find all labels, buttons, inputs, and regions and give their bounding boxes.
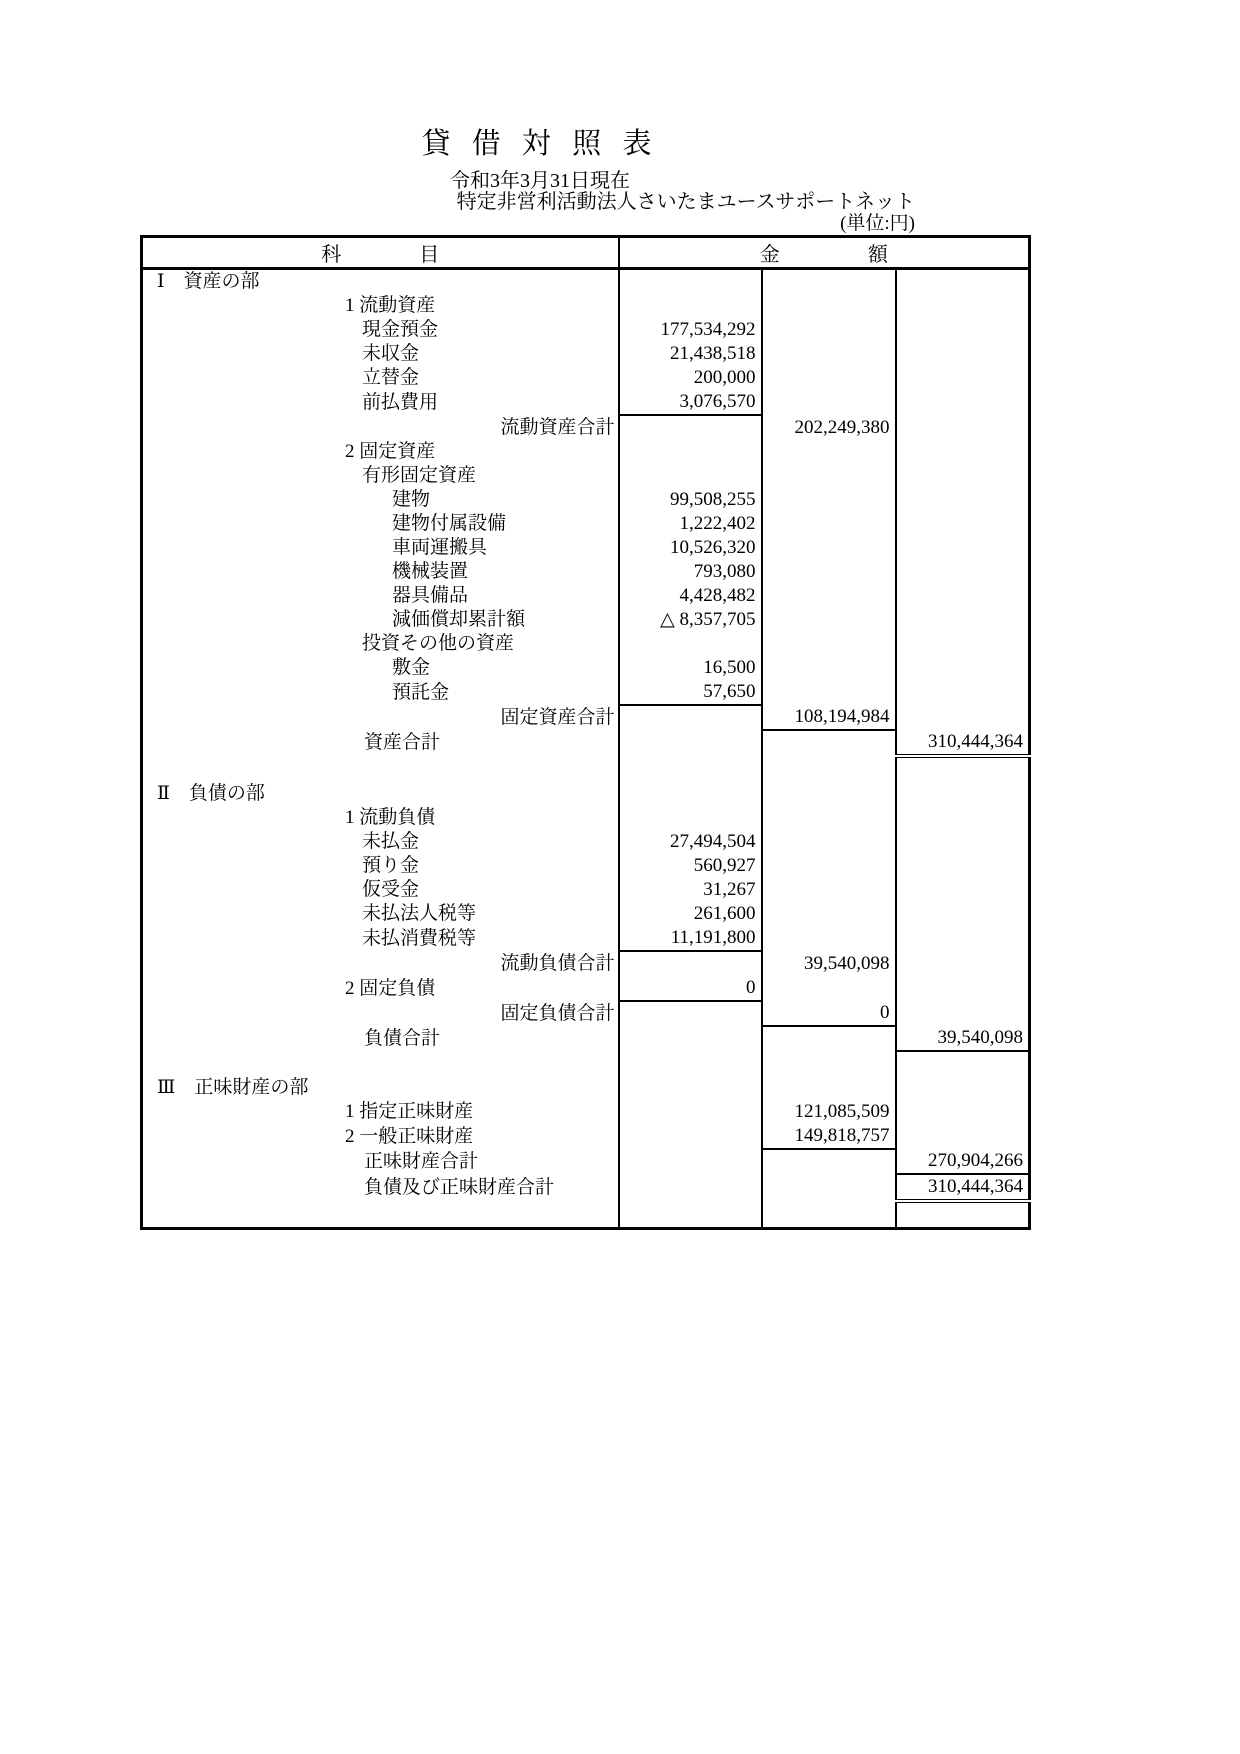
amount-column-3-cell: [896, 656, 1030, 680]
amount-column-3-cell: [896, 536, 1030, 560]
table-row: [142, 1001, 1030, 1026]
account-label-cell: 投資その他の資産: [362, 633, 515, 654]
amount-column-2-cell: [762, 560, 896, 584]
amount-column-1-cell: 1,222,402: [619, 512, 762, 536]
amount-column-3-cell: [896, 366, 1030, 390]
account-label-cell: 建物: [392, 489, 431, 510]
table-row: [142, 830, 1030, 854]
table-row: [142, 440, 1030, 464]
account-label-cell: 流動負債合計: [500, 952, 615, 974]
amount-column-1-cell: [619, 1201, 762, 1229]
amount-column-2-cell: [762, 366, 896, 390]
table-header-row: [142, 237, 1030, 269]
account-label-cell: 預り金: [362, 855, 420, 876]
amount-column-1-cell: [619, 705, 762, 730]
account-label-cell: 1 流動資産: [345, 295, 436, 316]
amount-column-2-cell: 121,085,509: [762, 1100, 896, 1124]
account-label-cell: Ⅱ 負債の部: [157, 783, 265, 804]
amount-column-2-cell: [762, 269, 896, 295]
account-label-cell: 2 固定負債: [345, 977, 436, 999]
amount-column-3-cell: [896, 440, 1030, 464]
table-row: [142, 632, 1030, 656]
amount-column-1-cell: [619, 1174, 762, 1201]
amount-column-2-cell: [762, 1149, 896, 1174]
organization-name: 特定非営利活動法人さいたまユースサポートネット: [456, 191, 915, 213]
currency-unit: (単位:円): [840, 213, 915, 234]
account-label-cell: Ⅰ 資産の部: [157, 271, 260, 292]
table-row: [142, 584, 1030, 608]
account-label-cell: [142, 1201, 619, 1229]
account-label-cell: 未払消費税等: [362, 927, 477, 949]
account-label-cell: 2 固定資産: [345, 441, 436, 462]
amount-column-3-cell: [896, 342, 1030, 366]
amount-column-1-cell: [619, 415, 762, 440]
account-label-cell: 固定資産合計: [500, 706, 615, 728]
amount-column-3-cell: [896, 269, 1030, 295]
amount-column-3-cell: [896, 1100, 1030, 1124]
table-row-blank: [142, 756, 1030, 782]
amount-column-2-cell: [762, 632, 896, 656]
amount-column-1-cell: [619, 440, 762, 464]
table-row: [142, 390, 1030, 415]
amount-column-1-cell: 0: [619, 976, 762, 1001]
amount-column-2-cell: [762, 878, 896, 902]
account-label-cell: 機械装置: [392, 561, 469, 582]
amount-column-2-cell: [762, 782, 896, 806]
amount-column-3-cell: [896, 1001, 1030, 1026]
amount-column-3-cell: [896, 464, 1030, 488]
account-label-cell: 1 流動負債: [345, 807, 436, 828]
column-header-subject-text: [143, 238, 618, 267]
amount-column-2-cell: 202,249,380: [762, 415, 896, 440]
amount-column-2-cell: 108,194,984: [762, 705, 896, 730]
subject-header-char-2: 目: [419, 244, 440, 266]
amount-column-3-cell: [896, 951, 1030, 976]
account-label-cell: 1 指定正味財産: [345, 1101, 474, 1122]
amount-column-1-cell: 27,494,504: [619, 830, 762, 854]
amount-column-1-cell: 57,650: [619, 680, 762, 705]
amount-column-3-cell: 270,904,266: [896, 1149, 1030, 1174]
amount-column-3-cell: [896, 560, 1030, 584]
amount-column-2-cell: 0: [762, 1001, 896, 1026]
amount-column-2-cell: [762, 488, 896, 512]
table-body: [142, 269, 1030, 1229]
amount-header-char-2: 額: [867, 244, 888, 266]
amount-column-3-cell: [896, 926, 1030, 951]
amount-column-1-cell: [619, 1001, 762, 1026]
column-header-subject: [142, 237, 619, 269]
table-row: [142, 512, 1030, 536]
amount-column-3-cell: [896, 976, 1030, 1001]
amount-column-3-cell: [896, 1076, 1030, 1100]
amount-column-3-cell: [896, 415, 1030, 440]
table-row: [142, 536, 1030, 560]
report-date: 令和3年3月31日現在: [450, 170, 630, 192]
table-row: [142, 730, 1030, 756]
amount-column-3-cell: [896, 512, 1030, 536]
account-label-cell: 前払費用: [362, 391, 439, 413]
amount-column-1-cell: [619, 1051, 762, 1076]
account-label-cell: 建物付属設備: [392, 513, 507, 534]
amount-column-3-cell: [896, 782, 1030, 806]
amount-column-2-cell: [762, 584, 896, 608]
account-label-cell: 減価償却累計額: [392, 609, 526, 630]
document-title: 貸 借 対 照 表: [421, 128, 659, 160]
amount-column-2-cell: [762, 730, 896, 756]
account-label-cell: 立替金: [362, 367, 420, 388]
amount-column-3-cell: [896, 756, 1030, 782]
amount-column-3-cell: [896, 1051, 1030, 1076]
amount-column-3-cell: 310,444,364: [896, 1174, 1030, 1201]
table-row: [142, 1026, 1030, 1051]
amount-column-3-cell: [896, 584, 1030, 608]
amount-column-1-cell: 177,534,292: [619, 318, 762, 342]
amount-column-3-cell: 310,444,364: [896, 730, 1030, 756]
account-label-cell: 有形固定資産: [362, 465, 477, 486]
amount-column-1-cell: △ 8,357,705: [619, 608, 762, 632]
table-row: [142, 366, 1030, 390]
account-label-cell: 正味財産合計: [364, 1150, 479, 1172]
amount-column-2-cell: [762, 342, 896, 366]
amount-column-2-cell: 39,540,098: [762, 951, 896, 976]
amount-column-2-cell: 149,818,757: [762, 1124, 896, 1149]
table-row: [142, 608, 1030, 632]
table-row: [142, 269, 1030, 295]
amount-column-2-cell: [762, 756, 896, 782]
amount-column-2-cell: [762, 902, 896, 926]
amount-column-2-cell: [762, 976, 896, 1001]
account-label-cell: 固定負債合計: [500, 1002, 615, 1024]
amount-column-1-cell: 200,000: [619, 366, 762, 390]
table-row: [142, 318, 1030, 342]
amount-column-1-cell: [619, 951, 762, 976]
amount-column-2-cell: [762, 440, 896, 464]
amount-column-3-cell: [896, 680, 1030, 705]
amount-column-1-cell: [619, 464, 762, 488]
amount-column-2-cell: [762, 608, 896, 632]
table-row: [142, 878, 1030, 902]
amount-column-1-cell: 10,526,320: [619, 536, 762, 560]
amount-column-2-cell: [762, 294, 896, 318]
account-label-cell: 仮受金: [362, 879, 420, 900]
amount-column-2-cell: [762, 464, 896, 488]
table-row: [142, 680, 1030, 705]
amount-column-3-cell: [896, 632, 1030, 656]
table-row: [142, 294, 1030, 318]
account-label-cell: [142, 1051, 619, 1076]
amount-column-2-cell: [762, 854, 896, 878]
amount-column-2-cell: [762, 830, 896, 854]
column-header-amount: [619, 237, 1030, 269]
table-row: [142, 1100, 1030, 1124]
table-row: [142, 415, 1030, 440]
account-label-cell: 流動資産合計: [500, 416, 615, 438]
account-label-cell: 負債及び正味財産合計: [364, 1176, 555, 1198]
account-label-cell: 未払金: [362, 831, 420, 852]
amount-column-2-cell: [762, 1076, 896, 1100]
amount-column-3-cell: [896, 878, 1030, 902]
account-label-cell: 預託金: [392, 681, 450, 703]
amount-column-3-cell: [896, 390, 1030, 415]
amount-column-2-cell: [762, 680, 896, 705]
amount-column-1-cell: [619, 756, 762, 782]
table-row: [142, 926, 1030, 951]
amount-column-2-cell: [762, 926, 896, 951]
account-label-cell: 負債合計: [364, 1027, 441, 1049]
amount-column-2-cell: [762, 1026, 896, 1051]
account-label-cell: 敷金: [392, 657, 431, 678]
table-row: [142, 951, 1030, 976]
amount-column-3-cell: [896, 854, 1030, 878]
amount-column-1-cell: [619, 1100, 762, 1124]
amount-column-2-cell: [762, 1174, 896, 1201]
table-row: [142, 342, 1030, 366]
account-label-cell: 2 一般正味財産: [345, 1125, 474, 1147]
amount-column-1-cell: [619, 1076, 762, 1100]
table-row: [142, 656, 1030, 680]
amount-column-3-cell: [896, 1201, 1030, 1229]
table-row: [142, 705, 1030, 730]
table-row: [142, 854, 1030, 878]
table-row: [142, 464, 1030, 488]
amount-column-3-cell: [896, 608, 1030, 632]
amount-column-3-cell: [896, 488, 1030, 512]
amount-column-1-cell: 560,927: [619, 854, 762, 878]
amount-column-2-cell: [762, 512, 896, 536]
account-label-cell: Ⅲ 正味財産の部: [157, 1077, 309, 1098]
table-row: [142, 1149, 1030, 1174]
subject-header-char-1: 科: [321, 244, 342, 266]
amount-column-1-cell: 793,080: [619, 560, 762, 584]
amount-column-1-cell: [619, 632, 762, 656]
table-row: [142, 782, 1030, 806]
amount-header-char-1: 金: [759, 244, 780, 266]
amount-column-2-cell: [762, 1201, 896, 1229]
amount-column-1-cell: [619, 294, 762, 318]
amount-column-1-cell: [619, 730, 762, 756]
amount-column-2-cell: [762, 656, 896, 680]
amount-column-2-cell: [762, 318, 896, 342]
amount-column-1-cell: 16,500: [619, 656, 762, 680]
table-row-blank: [142, 1051, 1030, 1076]
account-label-cell: 現金預金: [362, 319, 439, 340]
amount-column-1-cell: 99,508,255: [619, 488, 762, 512]
table-row-blank: [142, 1201, 1030, 1229]
amount-column-1-cell: 4,428,482: [619, 584, 762, 608]
table-row: [142, 488, 1030, 512]
amount-column-3-cell: [896, 318, 1030, 342]
amount-column-2-cell: [762, 390, 896, 415]
table-row: [142, 902, 1030, 926]
table-row: [142, 560, 1030, 584]
table-row: [142, 806, 1030, 830]
column-header-amount-text: [620, 238, 1029, 267]
amount-column-1-cell: [619, 1124, 762, 1149]
amount-column-3-cell: [896, 705, 1030, 730]
table-row: [142, 1174, 1030, 1201]
balance-sheet-table: [140, 235, 1031, 1230]
amount-column-1-cell: [619, 1149, 762, 1174]
document-header: [0, 0, 1240, 234]
account-label-cell: 車両運搬具: [392, 537, 488, 558]
table-row: [142, 1124, 1030, 1149]
amount-column-3-cell: [896, 1124, 1030, 1149]
amount-column-1-cell: [619, 1026, 762, 1051]
amount-column-1-cell: [619, 782, 762, 806]
account-label-cell: 未払法人税等: [362, 903, 477, 924]
amount-column-3-cell: [896, 806, 1030, 830]
account-label-cell: 資産合計: [364, 732, 441, 753]
amount-column-1-cell: [619, 806, 762, 830]
account-label-cell: 器具備品: [392, 585, 469, 606]
amount-column-2-cell: [762, 536, 896, 560]
amount-column-3-cell: [896, 902, 1030, 926]
amount-column-2-cell: [762, 806, 896, 830]
amount-column-1-cell: [619, 269, 762, 295]
amount-column-1-cell: 261,600: [619, 902, 762, 926]
amount-column-1-cell: 21,438,518: [619, 342, 762, 366]
amount-column-1-cell: 3,076,570: [619, 390, 762, 415]
amount-column-3-cell: [896, 830, 1030, 854]
amount-column-1-cell: 11,191,800: [619, 926, 762, 951]
table-row: [142, 976, 1030, 1001]
amount-column-3-cell: [896, 294, 1030, 318]
amount-column-1-cell: 31,267: [619, 878, 762, 902]
amount-column-3-cell: 39,540,098: [896, 1026, 1030, 1051]
account-label-cell: [142, 756, 619, 782]
table-row: [142, 1076, 1030, 1100]
amount-column-2-cell: [762, 1051, 896, 1076]
account-label-cell: 未収金: [362, 343, 420, 364]
